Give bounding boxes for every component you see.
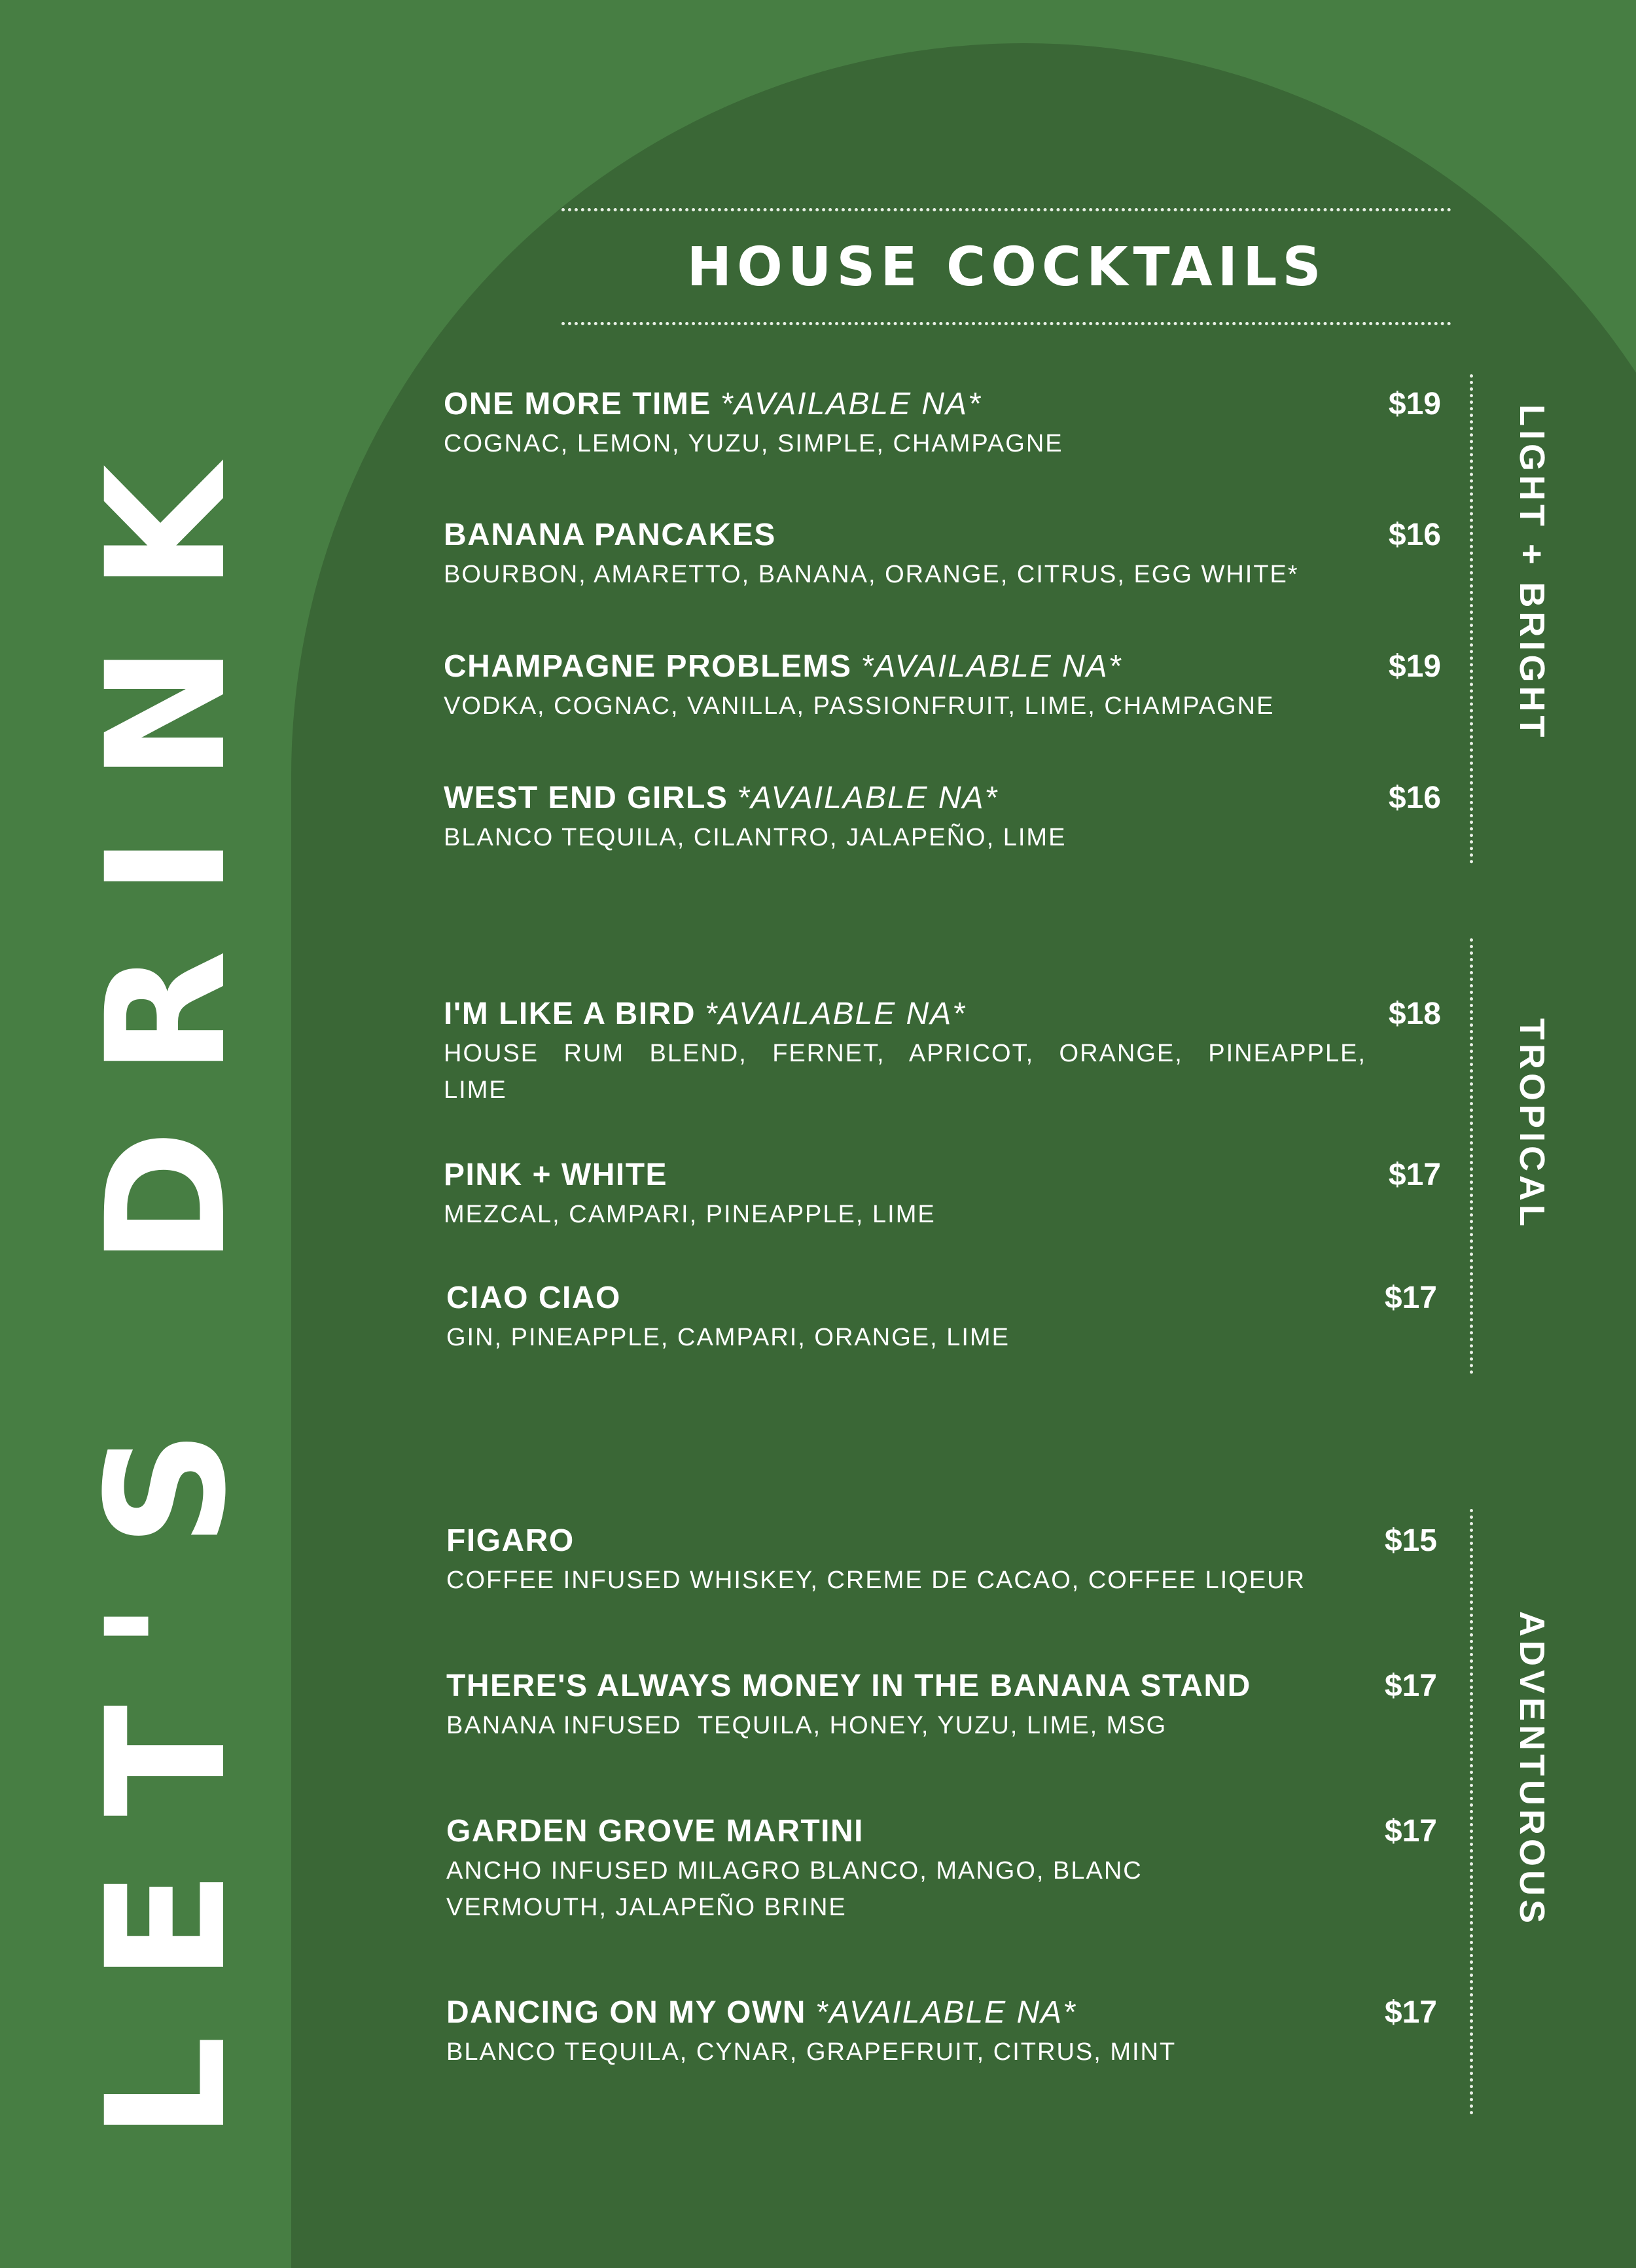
item-name: WEST END GIRLS: [444, 781, 728, 815]
item-ingredients: GIN, PINEAPPLE, CAMPARI, ORANGE, LIME: [446, 1324, 1010, 1351]
item-na-note: *AVAILABLE NA*: [815, 1995, 1076, 2030]
section-divider-light-bright: [1470, 374, 1473, 864]
item-na-note: *AVAILABLE NA*: [737, 781, 999, 815]
menu-item: [446, 1521, 1441, 1599]
item-price: $16: [1388, 518, 1441, 552]
item-ingredients: ANCHO INFUSED MILAGRO BLANCO, MANGO, BLANC VERMOUTH, JALAPEÑO BRINE: [446, 1857, 1143, 1921]
item-price: $17: [1384, 1281, 1437, 1315]
menu-item: [446, 1812, 1441, 1926]
item-ingredients: BANANA INFUSED TEQUILA, HONEY, YUZU, LIME, MSG: [446, 1712, 1167, 1739]
item-ingredients: BOURBON, AMARETTO, BANANA, ORANGE, CITRUS, EGG WHITE*: [444, 561, 1299, 588]
section-label-adventurous: ADVENTUROUS: [1512, 1611, 1552, 1928]
item-name: THERE'S ALWAYS MONEY IN THE BANANA STAND: [446, 1669, 1251, 1703]
item-ingredients: HOUSE RUM BLEND, FERNET, APRICOT, ORANGE, PINEAPPLE, LIME: [444, 1040, 1366, 1104]
item-price: $19: [1388, 649, 1441, 684]
menu-item: [446, 1279, 1441, 1356]
menu-item: [446, 1993, 1441, 2070]
item-na-note: *AVAILABLE NA*: [861, 649, 1122, 684]
item-ingredients: MEZCAL, CAMPARI, PINEAPPLE, LIME: [444, 1201, 936, 1228]
section-label-light-bright: LIGHT + BRIGHT: [1512, 404, 1552, 741]
item-name: PINK + WHITE: [444, 1158, 668, 1192]
item-name: I'M LIKE A BIRD: [444, 997, 696, 1031]
menu-item: [444, 647, 1445, 724]
menu-item: [444, 779, 1445, 856]
section-label-tropical: TROPICAL: [1512, 1018, 1552, 1230]
item-price: $17: [1388, 1158, 1441, 1192]
item-name: FIGARO: [446, 1523, 575, 1558]
item-name: CIAO CIAO: [446, 1281, 621, 1315]
item-price: $19: [1388, 387, 1441, 421]
lets-drink-title: LET'S DRINK: [71, 410, 262, 2140]
item-name: GARDEN GROVE MARTINI: [446, 1814, 864, 1849]
item-price: $17: [1384, 1669, 1437, 1703]
item-name: ONE MORE TIME: [444, 387, 711, 421]
item-ingredients: COGNAC, LEMON, YUZU, SIMPLE, CHAMPAGNE: [444, 430, 1063, 457]
item-na-note: *AVAILABLE NA*: [705, 997, 966, 1031]
item-na-note: *AVAILABLE NA*: [720, 387, 982, 421]
item-name: BANANA PANCAKES: [444, 518, 776, 552]
item-ingredients: VODKA, COGNAC, VANILLA, PASSIONFRUIT, LIME, CHAMPAGNE: [444, 692, 1275, 720]
item-price: $16: [1388, 781, 1441, 815]
item-ingredients: COFFEE INFUSED WHISKEY, CREME DE CACAO, COFFEE LIQEUR: [446, 1567, 1306, 1594]
item-price: $17: [1384, 1995, 1437, 2030]
section-divider-adventurous: [1470, 1509, 1473, 2115]
item-price: $17: [1384, 1814, 1437, 1849]
item-name: CHAMPAGNE PROBLEMS: [444, 649, 852, 684]
menu-item: [444, 1156, 1445, 1233]
item-price: $15: [1384, 1523, 1437, 1558]
page-title: HOUSE COCKTAILS: [686, 236, 1326, 298]
item-price: $18: [1388, 997, 1441, 1031]
item-ingredients: BLANCO TEQUILA, CYNAR, GRAPEFRUIT, CITRUS, MINT: [446, 2038, 1177, 2066]
menu-item: [444, 995, 1445, 1108]
menu-item: [444, 385, 1445, 462]
section-divider-tropical: [1470, 938, 1473, 1374]
item-ingredients: BLANCO TEQUILA, CILANTRO, JALAPEÑO, LIME: [444, 824, 1067, 851]
menu-item: [446, 1667, 1441, 1744]
item-name: DANCING ON MY OWN: [446, 1995, 806, 2030]
menu-item: [444, 516, 1445, 593]
